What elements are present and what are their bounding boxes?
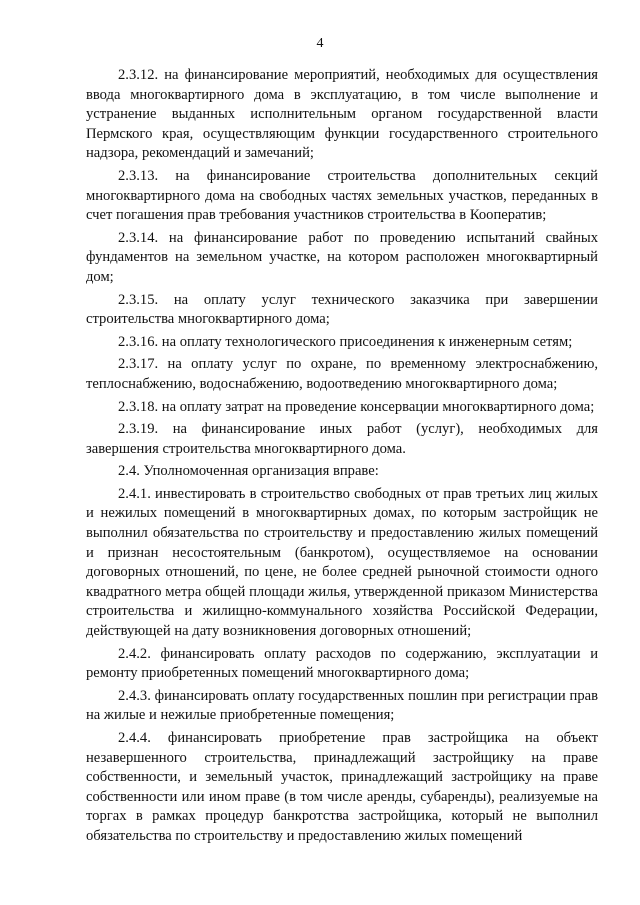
paragraph-2-3-14: 2.3.14. на финансирование работ по проведению испытаний свайных фундаментов на земельном участке, на котором расположен многоквартирный дом;: [86, 229, 598, 285]
page-number: 4: [316, 36, 324, 51]
paragraph-2-3-15: 2.3.15. на оплату услуг технического заказчика при завершении строительства многоквартирного дома;: [86, 291, 598, 328]
paragraph-2-4: 2.4. Уполномоченная организация вправе:: [118, 463, 379, 480]
paragraph-2-3-13: 2.3.13. на финансирование строительства дополнительных секций многоквартирного дома на свободных частях земельных участков, переданных в счет погашения прав требования участников строительства в Кооператив;: [86, 167, 598, 224]
paragraph-2-3-12: 2.3.12. на финансирование мероприятий, необходимых для осуществления ввода многоквартирного дома в эксплуатацию, в том числе выполнение и устранение выданных исполнительным органом государственной власти Пермского края, осуществляющим функции государственного строительного надзора, рекомендаций и замечаний;: [86, 67, 598, 162]
paragraph-2-3-18: 2.3.18. на оплату затрат на проведение консервации многоквартирного дома;: [118, 398, 595, 415]
paragraph-2-4-4: 2.4.4. финансировать приобретение прав застройщика на объект незавершенного строительства, принадлежащий застройщику на праве собственности, и земельный участок, принадлежащий застройщику на праве собственности или ином праве (в том числе аренды, субаренды), реализуемые на торгах в рамках процедур банкротства застройщика, который не выполнил обязательства по строительству и предоставлению жилых помещений: [86, 730, 598, 844]
paragraph-2-4-1: 2.4.1. инвестировать в строительство свободных от прав третьих лиц жилых и нежилых помещений в многоквартирных домах, по которым застройщик не выполнил обязательства по строительству и предоставлению жилых помещений и признан несостоятельным (банкротом), осуществляемое на основании договорных отношений, по цене, не более средней рыночной стоимости одного квадратного метра общей площади жилья, утвержденной приказом Министерства строительства и жилищно-коммунального хозяйства Российской Федерации, действующей на дату возникновения договорных отношений;: [86, 485, 598, 640]
document-body: [86, 66, 598, 850]
paragraph-2-4-3: 2.4.3. финансировать оплату государственных пошлин при регистрации прав на жилые и нежилые приобретенные помещения;: [86, 687, 598, 724]
paragraph-2-3-19: 2.3.19. на финансирование иных работ (услуг), необходимых для завершения строительства многоквартирного дома.: [86, 421, 598, 457]
paragraph-2-3-16: 2.3.16. на оплату технологического присоединения к инженерным сетям;: [118, 333, 573, 350]
paragraph-2-4-2: 2.4.2. финансировать оплату расходов по содержанию, эксплуатации и ремонту приобретенных помещений многоквартирного дома;: [86, 645, 598, 682]
paragraph-2-3-17: 2.3.17. на оплату услуг по охране, по временному электроснабжению, теплоснабжению, водоснабжению, водоотведению многоквартирного дома;: [86, 356, 598, 392]
